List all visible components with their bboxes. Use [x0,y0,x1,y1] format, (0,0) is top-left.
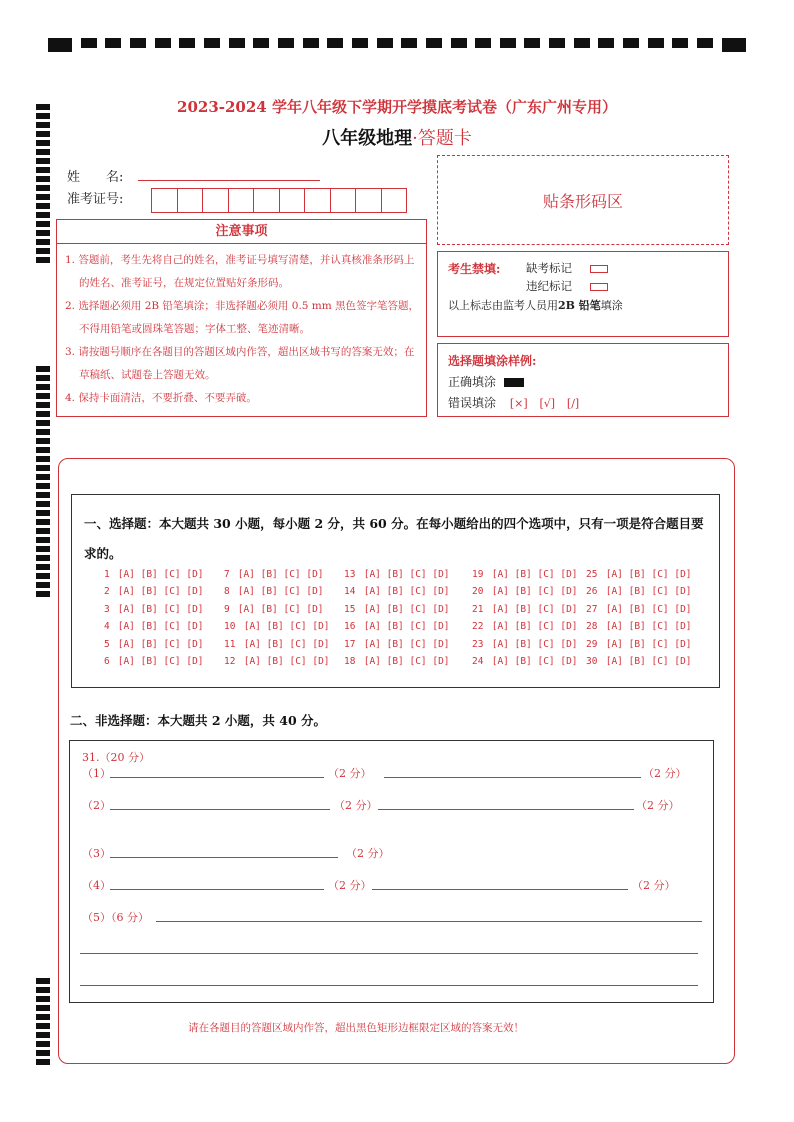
choice-number: 29 [586,638,598,650]
timing-mark [426,38,442,48]
timing-mark [36,239,50,245]
part-5-label: （5）（6 分） [82,911,149,924]
timing-mark [36,447,50,453]
card-title-sep: · [412,128,418,149]
ban-note-suffix: 填涂 [600,299,623,312]
ban-heading: 考生禁填: [448,262,501,276]
timing-mark [36,987,50,993]
timing-mark [36,465,50,471]
id-digit-box[interactable] [304,188,331,213]
timing-mark [105,38,121,48]
violation-label: 违纪标记 [526,279,572,293]
id-digit-box[interactable] [202,188,229,213]
correct-fill-label: 正确填涂 [448,375,497,389]
choice-item-8[interactable] [224,586,324,597]
choice-item-3[interactable] [104,604,204,615]
choice-options[interactable]: [A] [B] [C] [D] [358,603,450,615]
timing-mark [130,38,146,48]
choice-item-13[interactable] [344,569,450,580]
notice-item: 3. 请按题号顺序在各题目的答题区域内作答，超出区域书写的答案无效；在草稿纸、试题卷上答题无效。 [65,346,415,381]
part-5-answer-line-1[interactable] [156,921,702,922]
correct-fill-sample [504,378,524,387]
choice-item-24[interactable] [472,656,578,667]
ban-note-prefix: 以上标志由监考人员用 [448,299,558,312]
choice-number: 14 [344,586,356,598]
choice-item-4[interactable] [104,621,204,632]
timing-mark [36,167,50,173]
timing-mark [36,402,50,408]
part-1-label: （1） [82,767,111,780]
notice-item: 2. 选择题必须用 2B 铅笔填涂；非选择题必须用 0.5 mm 黑色签字笔答题，不得用铅笔或圆珠笔答题；字体工整、笔迹清晰。 [65,300,420,335]
timing-mark [36,456,50,462]
choice-number: 23 [472,638,484,650]
choice-options[interactable]: [A] [B] [C] [D] [600,656,692,667]
part-1-answer-a[interactable] [110,777,324,778]
choice-number: 26 [586,586,598,598]
card-title-sub: 答题卡 [417,128,472,149]
choice-options[interactable]: [A] [B] [C] [D] [486,586,578,598]
choice-number: 20 [472,586,484,598]
choice-options[interactable]: [A] [B] [C] [D] [600,621,692,633]
choice-options[interactable]: [A] [B] [C] [D] [486,638,578,650]
choice-options[interactable]: [A] [B] [C] [D] [486,656,578,667]
id-digit-box[interactable] [228,188,255,213]
choice-options[interactable]: [A] [B] [C] [D] [112,621,204,633]
choice-item-14[interactable] [344,586,450,597]
choice-item-29[interactable] [586,639,692,650]
choice-number: 15 [344,603,356,615]
choice-number: 2 [104,586,110,598]
timing-mark [352,38,368,48]
timing-mark [36,528,50,534]
timing-mark [623,38,639,48]
choice-options[interactable]: [A] [B] [C] [D] [112,603,204,615]
timing-mark [36,248,50,254]
part-5-answer-line-2[interactable] [80,953,698,954]
wrong-fill-row [448,394,579,411]
notice-item: 4. 保持卡面清洁，不要折叠、不要弄破。 [65,392,257,404]
card-title-main: 八年级地理 [322,128,413,149]
timing-mark [36,438,50,444]
id-digit-box[interactable] [151,188,178,213]
choice-number: 18 [344,656,356,667]
wrong-mark-x: [×] [509,397,528,410]
notice-box [56,219,427,417]
timing-mark [598,38,614,48]
timing-mark [36,1050,50,1056]
timing-mark [48,38,72,52]
examinee-forbidden-box [437,251,729,337]
timing-mark [36,510,50,516]
id-digit-box[interactable] [355,188,382,213]
part-2-answer-b[interactable] [378,809,634,810]
part-3-label: （3） [82,847,111,860]
part-2-score-a: （2 分） [334,799,378,812]
timing-mark [36,501,50,507]
choice-options[interactable]: [A] [B] [C] [D] [112,656,204,667]
id-number-boxes[interactable] [152,188,407,213]
choice-number: 4 [104,621,110,633]
choice-item-20[interactable] [472,586,578,597]
absent-checkbox[interactable] [590,265,608,273]
timing-mark [229,38,245,48]
part-4-answer-b[interactable] [372,889,628,890]
part-1-score-a: （2 分） [328,767,372,780]
choice-options[interactable]: [A] [B] [C] [D] [238,638,330,650]
name-label: 姓 名: [67,170,124,185]
choice-item-7[interactable] [224,569,324,580]
timing-mark [36,1041,50,1047]
timing-mark [36,519,50,525]
violation-mark-row [526,278,608,294]
left-timing-marks-middle [36,366,50,600]
choice-number: 3 [104,603,110,615]
timing-mark [36,537,50,543]
choice-number: 8 [224,586,230,598]
timing-mark [36,384,50,390]
timing-mark [401,38,417,48]
choice-options[interactable]: [A] [B] [C] [D] [112,569,204,580]
timing-mark [377,38,393,48]
choice-item-6[interactable] [104,656,204,667]
choice-options[interactable]: [A] [B] [C] [D] [232,569,324,580]
timing-mark [36,212,50,218]
choice-item-11[interactable] [224,639,330,650]
choice-number: 6 [104,656,110,667]
choice-options[interactable]: [A] [B] [C] [D] [358,586,450,598]
choice-number: 16 [344,621,356,633]
choice-number: 10 [224,621,236,633]
timing-mark [697,38,713,48]
non-choice-section-heading: 二、非选择题：本大题共 2 小题，共 40 分。 [70,713,327,728]
choice-options[interactable]: [A] [B] [C] [D] [600,603,692,615]
choice-item-28[interactable] [586,621,692,632]
ban-note-bold: 2B 铅笔 [558,299,601,312]
timing-mark [500,38,516,48]
choice-item-12[interactable] [224,656,330,667]
timing-mark [722,38,746,52]
choice-item-18[interactable] [344,656,450,667]
absent-mark-row [526,260,608,276]
exam-title: 2023-2024 学年八年级下学期开学摸底考试卷（广东广州专用） [177,98,617,116]
part-1-score-b: （2 分） [643,767,687,780]
timing-mark [81,38,97,48]
timing-mark [36,221,50,227]
timing-mark [253,38,269,48]
timing-mark [36,582,50,588]
choice-item-1[interactable] [104,569,204,580]
timing-mark [36,555,50,561]
timing-mark [672,38,688,48]
choice-number: 24 [472,656,484,667]
choice-options[interactable]: [A] [B] [C] [D] [358,569,450,580]
card-title [0,124,794,150]
part-4-score-b: （2 分） [632,879,676,892]
choice-number: 30 [586,656,598,667]
id-label: 准考证号: [67,192,124,207]
choice-number: 9 [224,603,230,615]
choice-item-30[interactable] [586,656,692,667]
timing-mark [36,393,50,399]
timing-mark [155,38,171,48]
timing-mark [36,411,50,417]
choice-item-9[interactable] [224,604,324,615]
choice-options[interactable]: [A] [B] [C] [D] [112,638,204,650]
wrong-mark-slash: [/] [566,397,580,410]
choice-options[interactable]: [A] [B] [C] [D] [600,638,692,650]
fill-example-heading: 选择题填涂样例: [448,354,537,368]
footer-warning: 请在各题目的答题区域内作答，超出黑色矩形边框限定区域的答案无效！ [188,1022,524,1034]
choice-number: 7 [224,569,230,580]
choice-number: 28 [586,621,598,633]
name-field[interactable] [138,180,320,181]
choice-item-22[interactable] [472,621,578,632]
choice-item-15[interactable] [344,604,450,615]
timing-mark [36,375,50,381]
timing-mark [36,176,50,182]
choice-options[interactable]: [A] [B] [C] [D] [358,656,450,667]
timing-mark [36,366,50,372]
part-4-label: （4） [82,879,111,892]
timing-mark [36,420,50,426]
fill-example-box [437,343,729,417]
part-2-label: （2） [82,799,111,812]
timing-mark [36,996,50,1002]
timing-mark [278,38,294,48]
choice-options[interactable]: [A] [B] [C] [D] [600,586,692,598]
non-choice-section [69,740,714,1003]
id-digit-box[interactable] [253,188,280,213]
barcode-label: 贴条形码区 [542,191,623,211]
choice-section-heading: 一、选择题：本大题共 30 小题，每小题 2 分，共 60 分。在每小题给出的四个选项中，只有一项是符合题目要求的。 [84,516,704,561]
choice-item-17[interactable] [344,639,450,650]
timing-mark [36,564,50,570]
timing-mark [36,573,50,579]
timing-mark [36,546,50,552]
question-31-label: 31.（20 分） [82,751,150,764]
part-3-score: （2 分） [346,847,390,860]
timing-mark [36,1005,50,1011]
choice-number: 21 [472,603,484,615]
timing-mark [36,194,50,200]
violation-checkbox[interactable] [590,283,608,291]
choice-options[interactable]: [A] [B] [C] [D] [600,569,692,580]
timing-mark [36,230,50,236]
choice-number: 13 [344,569,356,580]
choice-item-10[interactable] [224,621,330,632]
choice-number: 17 [344,638,356,650]
choice-item-19[interactable] [472,569,578,580]
choice-number: 22 [472,621,484,633]
choice-section [71,494,720,688]
timing-mark [36,474,50,480]
top-timing-marks [48,38,746,52]
id-digit-box[interactable] [177,188,204,213]
choice-number: 19 [472,569,484,580]
choice-number: 12 [224,656,236,667]
ban-note [448,297,623,313]
wrong-fill-label: 错误填涂 [448,396,497,410]
choice-item-27[interactable] [586,604,692,615]
choice-options[interactable]: [A] [B] [C] [D] [486,603,578,615]
id-digit-box[interactable] [279,188,306,213]
part-5-answer-line-3[interactable] [80,985,698,986]
wrong-mark-check: [√] [539,397,556,410]
choice-item-16[interactable] [344,621,450,632]
choice-number: 25 [586,569,598,580]
notice-list [57,244,426,410]
timing-mark [549,38,565,48]
timing-mark [36,203,50,209]
part-2-answer-a[interactable] [110,809,330,810]
timing-mark [574,38,590,48]
timing-mark [36,483,50,489]
choice-item-23[interactable] [472,639,578,650]
notice-item: 1. 答题前，考生先将自己的姓名，准考证号填写清楚，并认真核准条形码上的姓名、准考证号，在规定位置贴好条形码。 [65,254,415,289]
id-digit-box[interactable] [330,188,357,213]
timing-mark [179,38,195,48]
absent-label: 缺考标记 [526,261,572,275]
choice-options[interactable]: [A] [B] [C] [D] [238,656,330,667]
part-2-score-b: （2 分） [636,799,680,812]
timing-mark [36,978,50,984]
choice-number: 5 [104,638,110,650]
timing-mark [36,591,50,597]
timing-mark [36,1059,50,1065]
timing-mark [36,492,50,498]
choice-options[interactable]: [A] [B] [C] [D] [358,638,450,650]
timing-mark [36,158,50,164]
choice-item-21[interactable] [472,604,578,615]
choice-item-25[interactable] [586,569,692,580]
barcode-area [437,155,729,245]
part-3-answer[interactable] [110,857,338,858]
timing-mark [475,38,491,48]
choice-item-5[interactable] [104,639,204,650]
timing-mark [36,185,50,191]
timing-mark [36,257,50,263]
part-4-answer-a[interactable] [110,889,324,890]
choice-number: 11 [224,638,236,650]
part-4-score-a: （2 分） [328,879,372,892]
timing-mark [327,38,343,48]
timing-mark [648,38,664,48]
timing-mark [204,38,220,48]
correct-fill-row [448,373,524,390]
timing-mark [36,429,50,435]
choice-options[interactable]: [A] [B] [C] [D] [486,621,578,633]
timing-mark [303,38,319,48]
choice-options[interactable]: [A] [B] [C] [D] [112,586,204,598]
timing-mark [451,38,467,48]
choice-item-2[interactable] [104,586,204,597]
choice-options[interactable]: [A] [B] [C] [D] [358,621,450,633]
timing-mark [524,38,540,48]
choice-number: 27 [586,603,598,615]
choice-options[interactable]: [A] [B] [C] [D] [238,621,330,633]
choice-item-26[interactable] [586,586,692,597]
choice-options[interactable]: [A] [B] [C] [D] [486,569,578,580]
choice-number: 1 [104,569,110,580]
id-digit-box[interactable] [381,188,408,213]
choice-options[interactable]: [A] [B] [C] [D] [232,603,324,615]
notice-heading: 注意事项 [57,220,426,244]
part-1-answer-b[interactable] [384,777,641,778]
choice-options[interactable]: [A] [B] [C] [D] [232,586,324,598]
